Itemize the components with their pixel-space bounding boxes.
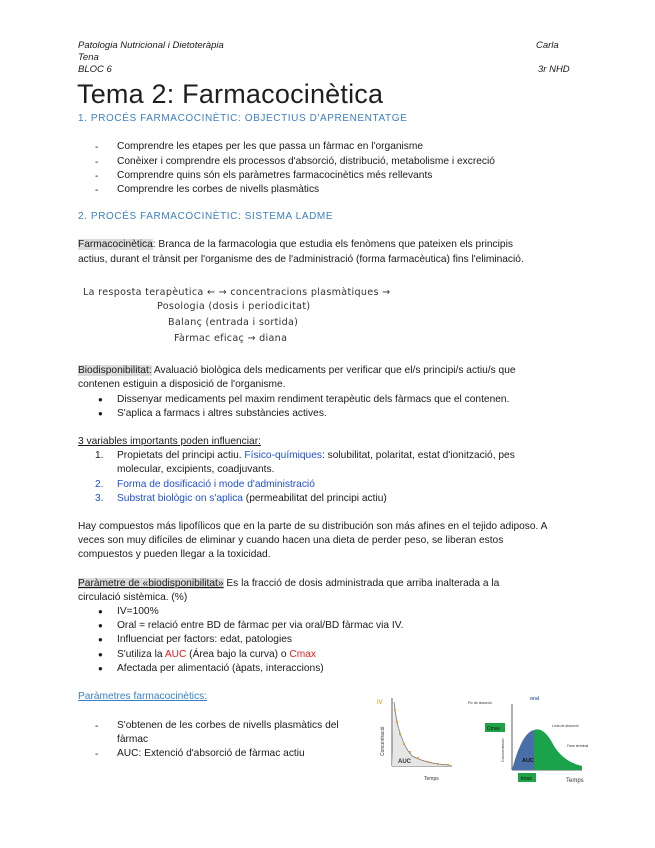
bullet-marker: ● bbox=[98, 650, 103, 659]
iv-label: IV bbox=[377, 700, 383, 706]
pk-params-link[interactable]: Paràmetres farmacocinètics: bbox=[78, 691, 208, 702]
dash-marker: - bbox=[95, 157, 99, 168]
pk-item-line2: fàrmac bbox=[117, 734, 149, 745]
handwritten-note: La resposta terapèutica ← → concentracions plasmàtiques → bbox=[83, 287, 391, 298]
annotation-terminal: Fase terminal bbox=[567, 744, 589, 748]
lipophilic-line: veces son muy difíciles de eliminar y cuando hacen una dieta de perder peso, se liberan estos bbox=[78, 535, 504, 546]
param-biodisp-term: Paràmetre de «biodisponibilitat» bbox=[78, 578, 224, 589]
section2-heading: 2. PROCÉS FARMACOCINÈTIC: SISTEMA LADME bbox=[78, 211, 334, 222]
list-number: 1. bbox=[95, 450, 104, 461]
param-item: Influenciat per factors: edat, patologies bbox=[117, 634, 292, 645]
bullet-marker: ● bbox=[98, 607, 103, 616]
param-item: IV=100% bbox=[117, 606, 159, 617]
handwritten-note: Fàrmac eficaç → diana bbox=[174, 333, 288, 344]
variable-item-1-line2: molecular, excipients, coadjuvants. bbox=[117, 464, 275, 475]
variable-3-rest: (permeabilitat del principi actiu) bbox=[242, 493, 387, 504]
biodisp-item: S'aplica a farmacs i altres substàncies actives. bbox=[117, 408, 327, 419]
pk-curves-figure bbox=[372, 690, 612, 790]
header-author-first: Carla bbox=[536, 40, 559, 51]
biodisponibilitat-paragraph bbox=[78, 364, 598, 379]
oral-label: oral bbox=[530, 696, 540, 702]
lipophilic-line: compuestos y pueden llegar a la toxicidad. bbox=[78, 549, 271, 560]
param-item: Afectada per alimentació (àpats, interaccions) bbox=[117, 663, 324, 674]
param-auc-middle: (Área bajo la curva) o bbox=[186, 649, 290, 660]
farmacocinetica-line2: actius, durant el trànsit per l'organisme des de l'administració (forma farmacèutica) fins l'eliminació. bbox=[78, 254, 524, 265]
farmacocinetica-paragraph bbox=[78, 238, 598, 253]
variable-item-3 bbox=[117, 492, 387, 507]
bullet-marker: ● bbox=[98, 664, 103, 673]
param-biodisp-paragraph bbox=[78, 577, 598, 592]
handwritten-note: Posologia (dosis i periodicitat) bbox=[157, 301, 311, 312]
bullet-marker: ● bbox=[98, 395, 103, 404]
handwritten-note: Balanç (entrada i sortida) bbox=[168, 317, 299, 328]
header-block: BLOC 6 bbox=[78, 64, 112, 75]
oral-green-area bbox=[534, 729, 582, 770]
param-item-auc bbox=[117, 648, 316, 663]
section1-heading: 1. PROCÉS FARMACOCINÈTIC: OBJECTIUS D'APRENENTATGE bbox=[78, 113, 408, 124]
variable-item-1 bbox=[117, 449, 515, 464]
bullet-marker: ● bbox=[98, 409, 103, 418]
list-number: 3. bbox=[95, 493, 104, 504]
param-biodisp-line2: circulació sistèmica. (%) bbox=[78, 592, 188, 603]
iv-auc-label: AUC bbox=[398, 759, 411, 765]
biodisponibilitat-term: Biodisponibilitat: bbox=[78, 365, 152, 376]
oral-auc-label: AUC bbox=[522, 758, 534, 764]
objective-item: Comprendre les etapes per les que passa un fàrmac en l'organisme bbox=[117, 141, 424, 152]
objective-item: Comprendre les corbes de nivells plasmàtics bbox=[117, 184, 320, 195]
pk-item: AUC: Extenció d'absorció de fàrmac actiu bbox=[117, 748, 305, 759]
bullet-marker: ● bbox=[98, 621, 103, 630]
header-class: 3r NHD bbox=[538, 64, 570, 75]
header-author-last: Tena bbox=[78, 52, 99, 63]
variable-item-2: Forma de dosificació i mode d'administració bbox=[117, 479, 315, 490]
pk-item: S'obtenen de les corbes de nivells plasmàtics del bbox=[117, 720, 339, 731]
dash-marker: - bbox=[95, 171, 99, 182]
oral-blue-area bbox=[512, 730, 534, 770]
param-auc-prefix: S'utiliza la bbox=[117, 649, 165, 660]
cmax-label: Cmax bbox=[487, 726, 501, 732]
page-title: Tema 2: Farmacocinètica bbox=[77, 79, 384, 109]
annotation-absorption: Línia de absorció bbox=[552, 724, 579, 728]
objective-item: Conèixer i comprendre els processos d'absorció, distribució, metabolisme i excreció bbox=[117, 156, 495, 167]
objective-item: Comprendre quins són els paràmetres farmacocinètics més rellevants bbox=[117, 170, 433, 181]
dash-marker: - bbox=[95, 749, 99, 760]
lipophilic-line: Hay compuestos más lipofílicos que en la parte de su distribución son más afines en el tejido adiposo. A bbox=[78, 521, 548, 532]
iv-y-label: Concentració bbox=[380, 726, 386, 756]
biodisponibilitat-def: Avaluació biològica dels medicaments per verificar que el/s principi/s actiu/s que bbox=[151, 365, 516, 376]
variable-1-rest: : solubilitat, polaritat, estat d'ionització, pes bbox=[322, 450, 515, 461]
param-cmax-term: Cmax bbox=[289, 649, 317, 660]
oral-y-label: Concentració bbox=[500, 738, 505, 762]
tmax-label: tmax bbox=[521, 776, 532, 782]
biodisp-item: Dissenyar medicaments pel maxim rendiment terapèutic dels fàrmacs que el contenen. bbox=[117, 394, 510, 405]
dash-marker: - bbox=[95, 142, 99, 153]
farmacocinetica-def: : Branca de la farmacologia que estudia els fenòmens que pateixen els principis bbox=[152, 239, 513, 250]
variable-1-blue: Físico-químiques bbox=[244, 450, 322, 461]
header-course: Patologia Nutricional i Dietoteràpia bbox=[78, 40, 224, 51]
dash-marker: - bbox=[95, 185, 99, 196]
biodisponibilitat-line2: contenen estiguin a disposició de l'organisme. bbox=[78, 379, 286, 390]
list-number: 2. bbox=[95, 479, 104, 490]
oral-x-label: Temps bbox=[566, 778, 584, 784]
variable-1-prefix: Propietats del principi actiu. bbox=[117, 450, 245, 461]
iv-x-label: Temps bbox=[424, 776, 439, 782]
variable-3-blue: Substrat biològic on s'aplica bbox=[117, 493, 243, 504]
param-auc-term: AUC bbox=[164, 649, 187, 660]
dash-marker: - bbox=[95, 721, 99, 732]
variables-heading: 3 variables importants poden influenciar: bbox=[78, 436, 261, 447]
bullet-marker: ● bbox=[98, 635, 103, 644]
param-biodisp-def: Es la fracció de dosis administrada que arriba inalterada a la bbox=[223, 578, 500, 589]
param-item: Oral = relació entre BD de fàrmac per via oral/BD fàrmac via IV. bbox=[117, 620, 404, 631]
farmacocinetica-term: Farmacocinètica bbox=[78, 239, 153, 250]
annotation-peak: Pic de absorció bbox=[468, 701, 492, 705]
